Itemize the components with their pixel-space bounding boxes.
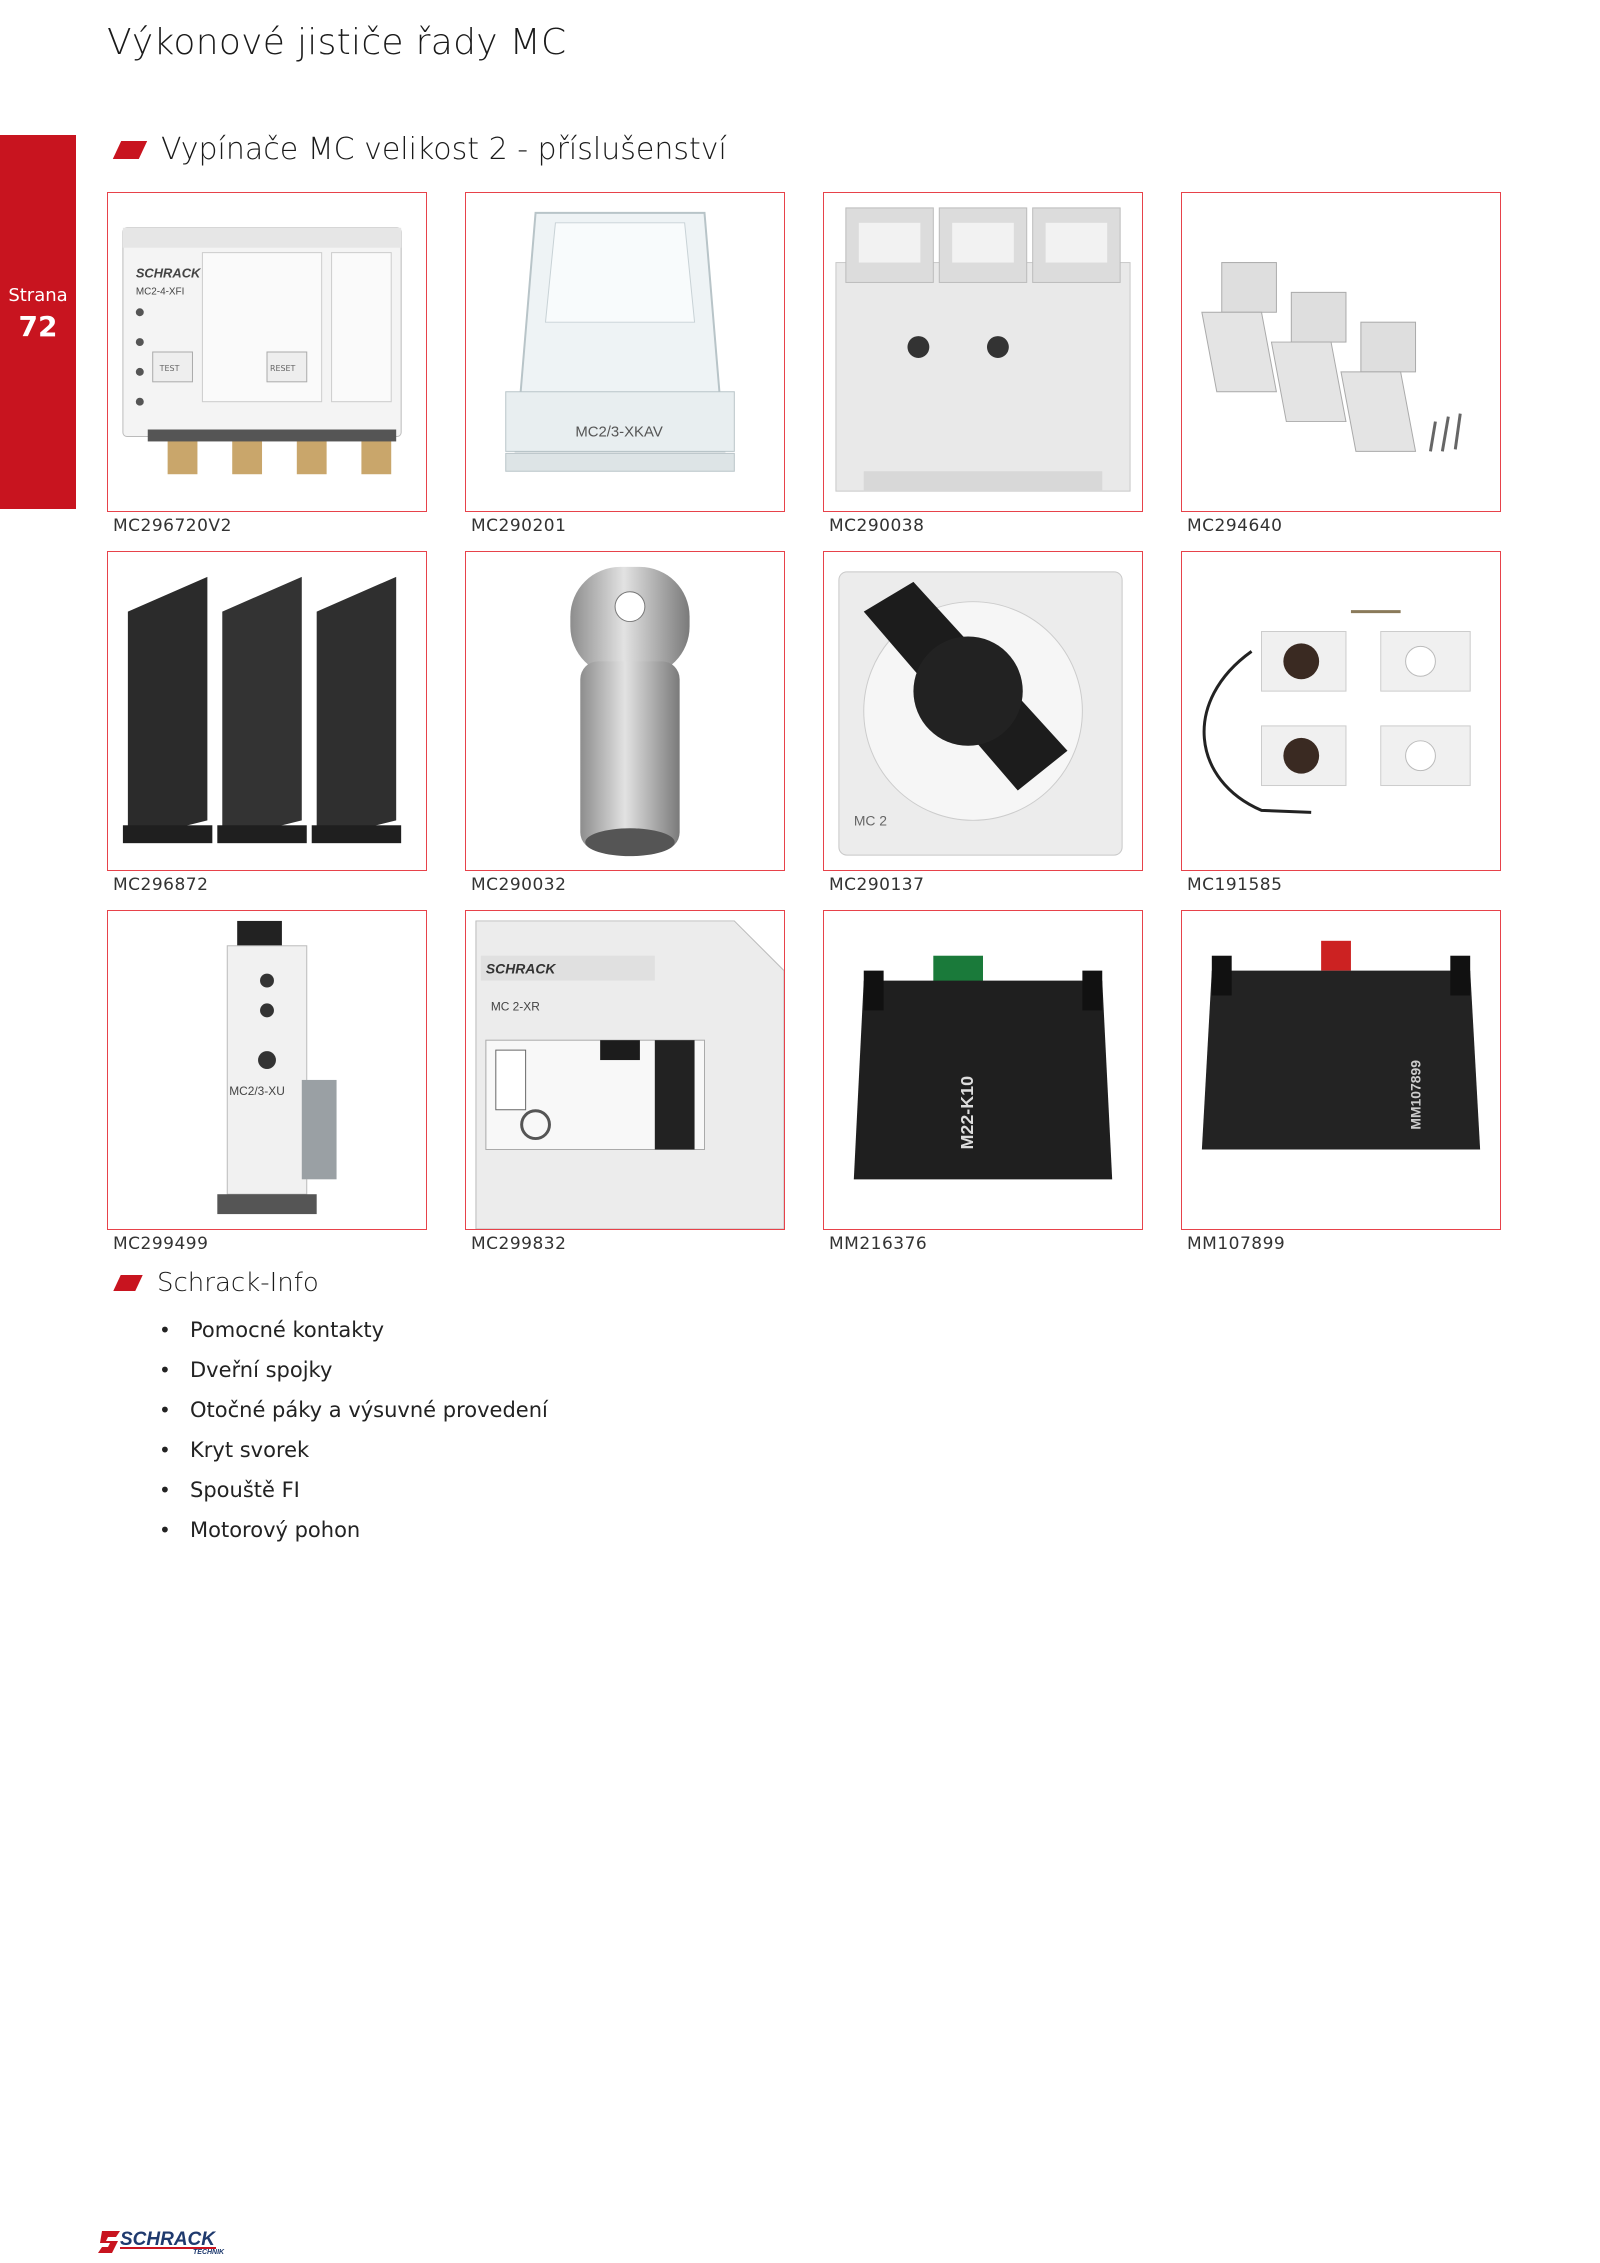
list-item: • Spouště FI (155, 1470, 548, 1510)
circuit-breaker-module-image (108, 193, 426, 511)
product-image-card[interactable] (1181, 192, 1501, 512)
product-code: MC299499 (113, 1234, 209, 1254)
transparent-terminal-cover-image (466, 193, 784, 511)
product-image-card[interactable] (107, 910, 427, 1230)
page-tab (0, 135, 76, 509)
undervoltage-release-image (108, 911, 426, 1229)
list-item: • Dveřní spojky (155, 1350, 548, 1390)
product-image-card[interactable] (823, 910, 1143, 1230)
product-image-card[interactable] (1181, 551, 1501, 871)
svg-text:SCHRACK: SCHRACK (120, 2229, 215, 2250)
svg-text:TEST: TEST (159, 363, 180, 373)
svg-text:MC 2-XR: MC 2-XR (490, 999, 540, 1014)
auxiliary-contact-block-image (824, 911, 1142, 1229)
page-number: 72 (18, 310, 58, 343)
bullet-icon: • (159, 1398, 171, 1422)
residual-current-release-image (466, 911, 784, 1229)
svg-text:MC2/3-XU: MC2/3-XU (229, 1083, 285, 1098)
svg-text:M22-K10: M22-K10 (957, 1075, 978, 1150)
list-item: • Motorový pohon (155, 1510, 548, 1550)
phase-barriers-image (108, 552, 426, 870)
product-code: MC294640 (1187, 516, 1283, 536)
product-code: MC290038 (829, 516, 925, 536)
section-title: Schrack-Info (157, 1268, 319, 1298)
section-heading-info (113, 1268, 319, 1298)
image-brand-text: SCHRACK (135, 265, 201, 281)
svg-text:RESET: RESET (269, 363, 296, 373)
section-marker-icon (113, 141, 147, 159)
list-item: • Kryt svorek (155, 1430, 548, 1470)
svg-text:SCHRACK: SCHRACK (485, 960, 556, 977)
door-coupling-set-image (1182, 552, 1500, 870)
section-marker-icon (113, 1275, 142, 1291)
product-code: MC296720V2 (113, 516, 232, 536)
product-code: MC299832 (471, 1234, 567, 1254)
svg-text:MM107899: MM107899 (1407, 1060, 1424, 1130)
product-image-card[interactable] (107, 192, 427, 512)
bullet-icon: • (159, 1478, 171, 1502)
product-code: MC290137 (829, 875, 925, 895)
page-title: Výkonové jističe řady MC (107, 22, 567, 63)
product-code: MM216376 (829, 1234, 928, 1254)
product-image-card[interactable] (1181, 910, 1501, 1230)
svg-text:MC2/3-XKAV: MC2/3-XKAV (575, 424, 663, 441)
svg-text:MC2-4-XFI: MC2-4-XFI (135, 286, 185, 298)
rotary-handle-image (824, 552, 1142, 870)
svg-text:TECHNIK: TECHNIK (193, 2249, 225, 2256)
product-image-card[interactable] (107, 551, 427, 871)
list-item: • Pomocné kontakty (155, 1310, 548, 1350)
product-code: MC296872 (113, 875, 209, 895)
bullet-icon: • (159, 1518, 171, 1542)
contact-element-image (1182, 911, 1500, 1229)
product-code: MC191585 (1187, 875, 1283, 895)
connection-terminals-image (1182, 193, 1500, 511)
bullet-icon: • (159, 1318, 171, 1342)
schrack-logo (98, 2225, 248, 2257)
info-list (155, 1310, 548, 1550)
product-code: MM107899 (1187, 1234, 1286, 1254)
product-code: MC290201 (471, 516, 567, 536)
product-image-card[interactable] (465, 910, 785, 1230)
product-image-card[interactable] (823, 192, 1143, 512)
product-image-card[interactable] (465, 551, 785, 871)
product-image-card[interactable] (823, 551, 1143, 871)
cable-lug-image (466, 552, 784, 870)
product-image-card[interactable] (465, 192, 785, 512)
list-item: • Otočné páky a výsuvné provedení (155, 1390, 548, 1430)
svg-text:MC 2: MC 2 (853, 812, 888, 829)
bullet-icon: • (159, 1358, 171, 1382)
section-title: Vypínače MC velikost 2 - příslušenství (161, 132, 727, 167)
product-code: MC290032 (471, 875, 567, 895)
page-tab-label: Strana (8, 285, 68, 306)
section-heading-accessories (113, 132, 727, 167)
terminal-shroud-image (824, 193, 1142, 511)
bullet-icon: • (159, 1438, 171, 1462)
